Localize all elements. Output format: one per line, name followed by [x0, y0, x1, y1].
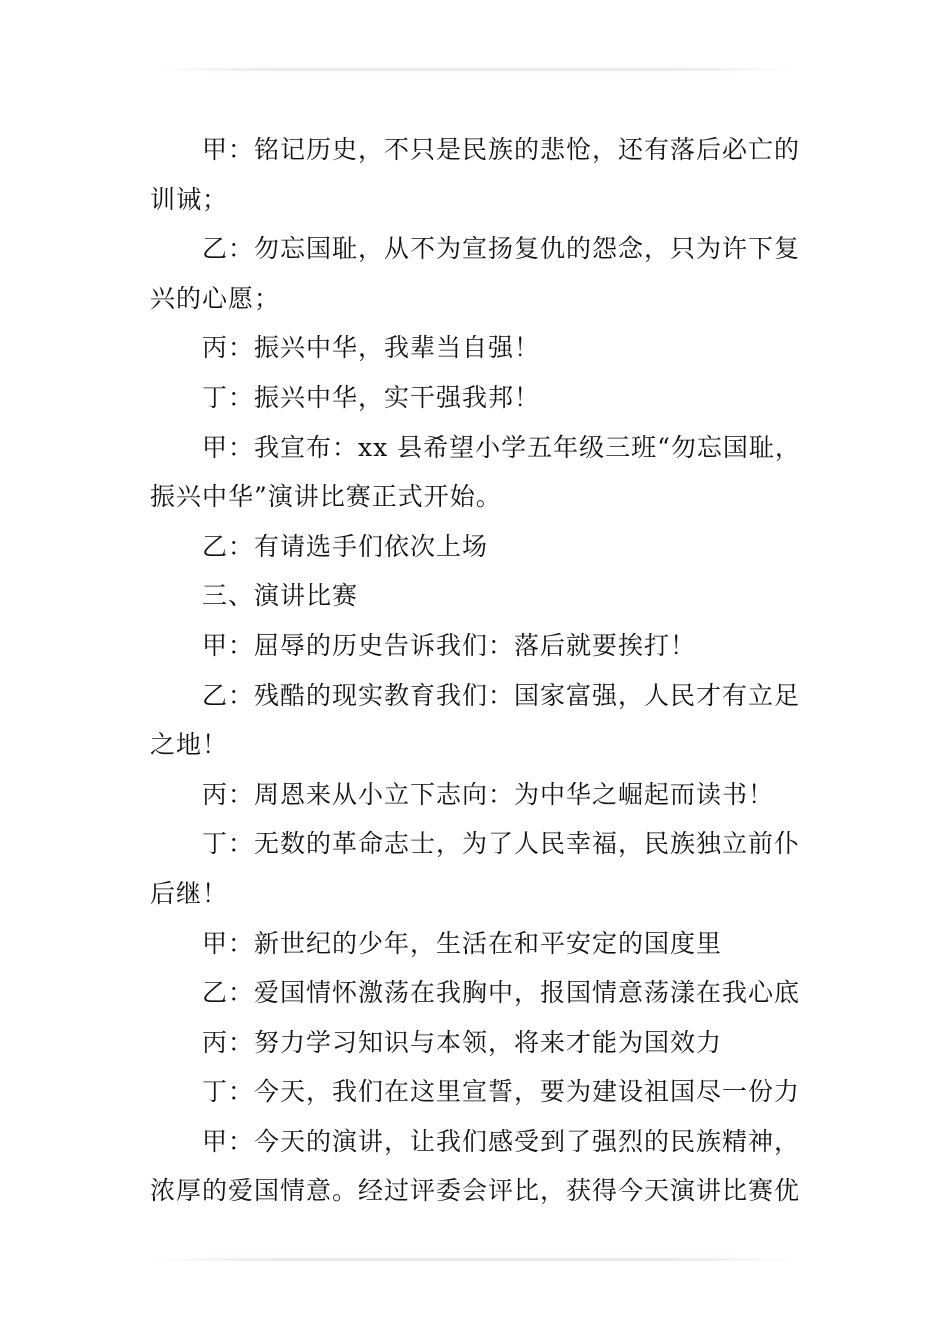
text-line: 丙：振兴中华，我辈当自强！ [202, 333, 541, 363]
text-line: 甲：铭记历史，不只是民族的悲怆，还有落后必亡的 [202, 135, 801, 164]
text-line: 乙：有请选手们依次上场 [202, 531, 489, 561]
text-line: 兴的心愿； [150, 283, 281, 313]
text-line: 振兴中华”演讲比赛正式开始。 [150, 482, 502, 512]
text-line: 丁：振兴中华，实干强我邦！ [202, 382, 541, 412]
text-line: 丁：今天，我们在这里宣誓，要为建设祖国尽一份力 [202, 1077, 801, 1107]
text-line: 训诫； [150, 184, 229, 214]
text-line: 乙：爱国情怀激荡在我胸中，报国情意荡漾在我心底 [202, 978, 801, 1008]
text-line: 浓厚的爱国情意。经过评委会评比，获得今天演讲比赛优 [150, 1176, 801, 1206]
text-line: 丙：努力学习知识与本领，将来才能为国效力 [202, 1027, 723, 1057]
text-line: 丙：周恩来从小立下志向：为中华之崛起而读书！ [202, 779, 775, 809]
text-line: 乙：残酷的现实教育我们：国家富强，人民才有立足 [202, 680, 801, 710]
text-line: 甲：我宣布：xx 县希望小学五年级三班“勿忘国耻， [202, 432, 801, 462]
text-line: 丁：无数的革命志士，为了人民幸福，民族独立前仆 [202, 829, 801, 859]
text-line: 之地！ [150, 730, 229, 760]
text-line: 后继！ [150, 878, 229, 908]
header-rule [150, 68, 800, 71]
text-line: 三、演讲比赛 [202, 581, 359, 611]
text-line: 乙：勿忘国耻，从不为宣扬复仇的怨念，只为许下复 [202, 234, 801, 264]
text-line: 甲：新世纪的少年，生活在和平安定的国度里 [202, 928, 723, 958]
text-line: 甲：今天的演讲，让我们感受到了强烈的民族精神， [202, 1126, 801, 1156]
text-line: 甲：屈辱的历史告诉我们：落后就要挨打！ [202, 630, 697, 660]
document-body [150, 125, 800, 1216]
footer-rule [150, 1258, 800, 1261]
